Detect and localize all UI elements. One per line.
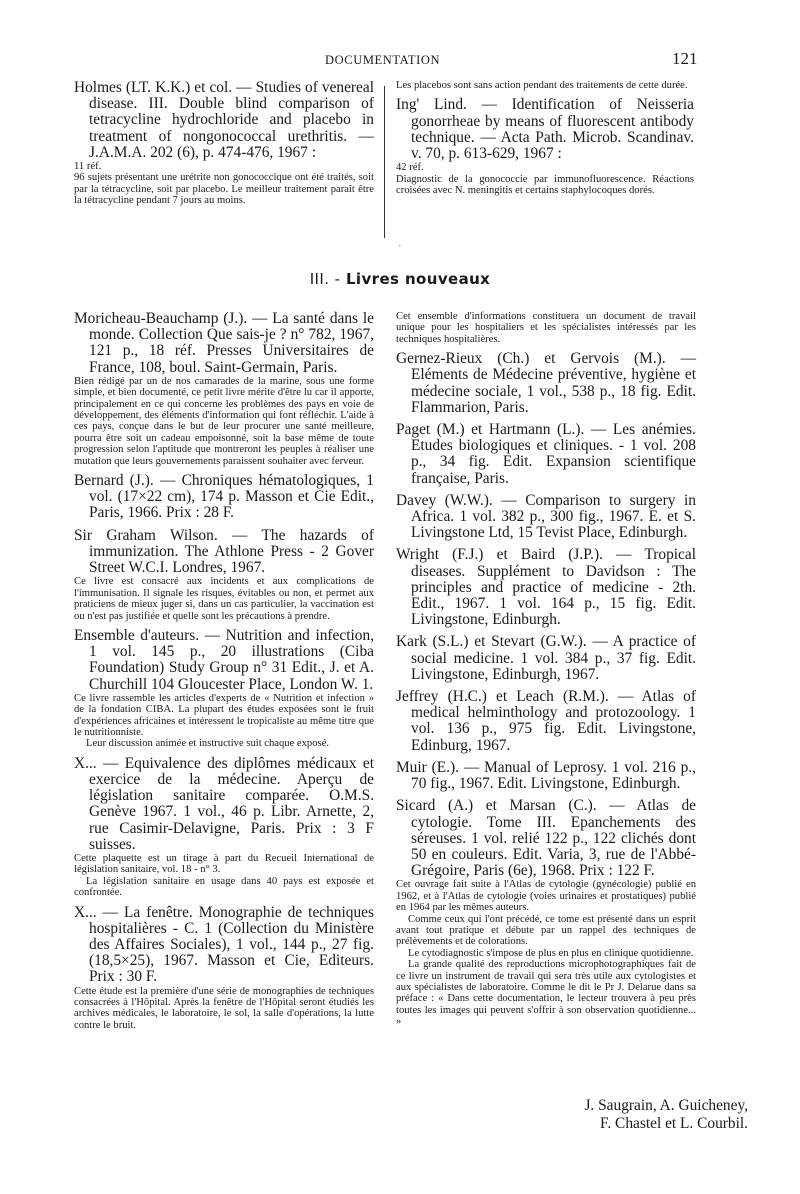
book-entry	[396, 798, 696, 1027]
signature-line: F. Chastel et L. Courbil.	[600, 1115, 748, 1132]
book-review: Cet ouvrage fait suite à l'Atlas de cytologie (gynécologie) publié en 1962, et à l'Atlas de cytologie (voies urinaires et prostatiques) publié en 1964 par les mêmes auteurs.	[396, 879, 696, 914]
reference-citation: Ing' Lind. — Identification of Neisseria gonorrheae by means of fluorescent antibody technique. — Acta Path. Microb. Scandinav. v. 70, p. 613-629, 1967 :	[396, 96, 694, 163]
reference-note: 42 réf.	[396, 162, 424, 174]
book-entry	[396, 422, 696, 487]
book-entry	[74, 756, 374, 899]
book-review: Bien rédigé par un de nos camarades de la marine, sous une forme simple, et bien documenté, ce petit livre mérite d'être lu car il apporte, principalement en ce qui concerne les problèmes des pays en voie de développement, des éléments d'information qui font réfléchir. L'aide à ces pays, conçue dans le but de leur procurer une santé meilleure, pourra être soit un cadeau empoisonné, soit la base même de toute progression selon l'aptitude que montreront les peuples à réaliser une mutation que leurs gouvernements paraissent souhaiter avec ferveur.	[74, 375, 374, 467]
book-citation: X... — La fenêtre. Monographie de techniques hospitalières - C. 1 (Collection du Ministère des Affaires Sociales), 1 vol., 144 p., 27 fig. (18,5×25), 1967. Masson et Cie, Editeurs. Prix : 30 F.	[74, 903, 374, 986]
left-column	[74, 311, 374, 1037]
book-entry	[396, 634, 696, 683]
book-entry	[396, 351, 696, 416]
book-entry	[396, 760, 696, 792]
book-citation: Gernez-Rieux (Ch.) et Gervois (M.). — Eléments de Médecine préventive, hygiène et médecine sociale, 1 vol., 538 p., 18 fig. Edit. Flammarion, Paris.	[396, 350, 696, 416]
book-citation: X... — Equivalence des diplômes médicaux et exercice de la médecine. Aperçu de législation sanitaire comparée. O.M.S. Genève 1967. 1 vol., 46 p. Libr. Arnette, 2, rue Casimir-Delavigne, Paris. Prix : 3 F suisses.	[74, 754, 374, 853]
book-entry	[74, 528, 374, 622]
book-entry	[74, 905, 374, 1032]
book-entry	[396, 493, 696, 542]
top-right-column	[396, 80, 694, 202]
book-citation: Bernard (J.). — Chroniques hématologiques, 1 vol. (17×22 cm), 174 p. Masson et Cie Edit., Paris, 1966. Prix : 28 F.	[74, 472, 374, 522]
reference-note: 96 sujets présentant une urétrite non gonococcique ont été traités, soit par la tétracycline, soit par placebo. Le meilleur traitement paraît être la tétracycline pendant 7 jours au moins.	[74, 172, 374, 207]
reference-note: Diagnostic de la gonococcie par immunofluorescence. Réactions croisées avec N. meningitis et certains staphylocoques dorés.	[396, 173, 694, 197]
book-entry	[74, 473, 374, 522]
reference-citation: Holmes (LT. K.K.) et col. — Studies of venereal disease. III. Double blind comparison of tetracycline hydrochloride and placebo in treatment of nongonococcal urethritis. — J.A.M.A. 202 (6), p. 474-476, 1967 :	[74, 79, 374, 161]
section-heading	[0, 270, 800, 288]
book-citation: Sicard (A.) et Marsan (C.). — Atlas de cytologie. Tome III. Epanchements des séreuses. 1 vol. relié 122 p., 122 clichés dont 50 en couleurs. Edit. Varia, 3, rue de l'Abbé-Grégoire, Paris (6e), 1968. Prix : 122 F.	[396, 797, 696, 880]
book-entry	[74, 628, 374, 750]
book-review: Leur discussion animée et instructive suit chaque exposé.	[86, 738, 329, 750]
column-divider	[384, 86, 385, 238]
reference-entry	[396, 97, 694, 196]
page-number: 121	[672, 49, 698, 68]
reference-entry	[74, 80, 374, 207]
continued-note: Cet ensemble d'informations constituera un document de travail unique pour les hospitaliers et les spécialistes intéressés par les techniques hospitalières.	[396, 311, 696, 345]
book-citation: Paget (M.) et Hartmann (L.). — Les anémies. Etudes biologiques et cliniques. - 1 vol. 208 p., 34 fig. Edit. Expansion scientifique française, Paris.	[396, 421, 696, 487]
book-review: Comme ceux qui l'ont précédé, ce tome est présenté dans un esprit avant tout pratique et débute par un rappel des techniques de prélèvements et de colorations.	[396, 913, 696, 948]
book-citation: Jeffrey (H.C.) et Leach (R.M.). — Atlas of medical helminthology and protozoology. 1 vol. 136 p., 975 fig. Edit. Livingstone, Edinburg, 1967.	[396, 688, 696, 754]
book-citation: Ensemble d'auteurs. — Nutrition and infection, 1 vol. 145 p., 20 illustrations (Ciba Foundation) Study Group n° 31 Edit., J. et A. Churchill 104 Gloucester Place, London W. 1.	[74, 626, 374, 693]
section-number: III. -	[309, 270, 341, 288]
book-review: La législation sanitaire en usage dans 40 pays est exposée et confrontée.	[74, 875, 374, 899]
page-header	[0, 49, 800, 72]
book-citation: Sir Graham Wilson. — The hazards of immunization. The Athlone Press - 2 Gover Street W.C.I. Londres, 1967.	[74, 526, 374, 577]
book-citation: Kark (S.L.) et Stevart (G.W.). — A practice of social medicine. 1 vol. 384 p., 37 fig. Edit. Livingstone, Edinburgh, 1967.	[396, 633, 696, 683]
book-entry	[396, 547, 696, 628]
book-review: Ce livre est consacré aux incidents et aux complications de l'immunisation. Il signale les risques, évitables ou non, et permet aux praticiens de mieux juger si, dans un cas particulier, la vaccination est ou n'est pas justifiée et quelle sont les précautions à prendre.	[74, 576, 374, 622]
print-mark: ·	[398, 240, 402, 252]
book-citation: Muir (E.). — Manual of Leprosy. 1 vol. 216 p., 70 fig., 1967. Edit. Livingstone, Edinburgh.	[396, 758, 696, 793]
book-citation: Moricheau-Beauchamp (J.). — La santé dans le monde. Collection Que sais-je ? n° 782, 1967, 121 p., 18 réf. Presses Universitaires de France, 108, boul. Saint-Germain, Paris.	[74, 310, 374, 376]
book-review: La grande qualité des reproductions microphotographiques fait de ce livre un instrument de travail qui sera très utile aux cytologistes et aux spécialistes de laboratoire. Comme le dit le Pr J. Delarue dans sa préface : « Dans cette documentation, le lecteur trouvera à peu près toutes les images qui peuvent s'offrir à son observation quotidienne... »	[396, 959, 696, 1028]
right-column	[396, 311, 696, 1034]
section-title: Livres nouveaux	[345, 270, 491, 288]
top-left-column	[74, 80, 374, 213]
author-signature	[478, 1097, 748, 1133]
reference-note: 11 réf.	[74, 161, 102, 173]
book-citation: Wright (F.J.) et Baird (J.P.). — Tropical diseases. Supplément to Davidson : The principles and practice of medicine - 2th. Edit., 1967. 1 vol. 164 p., 15 fig. Edit. Livingstone, Edinburgh.	[396, 546, 696, 629]
continued-note: Les placebos sont sans action pendant des traitements de cette durée.	[396, 80, 688, 91]
running-header: DOCUMENTATION	[325, 53, 441, 67]
book-entry	[74, 311, 374, 467]
book-review: Cette plaquette est un tirage à part du Recueil International de législation sanitaire, vol. 18 - n° 3.	[74, 852, 374, 876]
signature-line: J. Saugrain, A. Guicheney,	[584, 1097, 748, 1114]
book-entry	[396, 689, 696, 754]
book-citation: Davey (W.W.). — Comparison to surgery in Africa. 1 vol. 382 p., 300 fig., 1967. E. et S. Livingstone Ltd, 15 Tevist Place, Edinburgh.	[396, 491, 696, 542]
book-review: Ce livre rassemble les articles d'experts de « Nutrition et infection » de la fondation CIBA. La plupart des études exposées sont le fruit d'expériences africaines et intéressent le tropicaliste au même titre que le nutritionniste.	[74, 692, 374, 738]
book-review: Le cytodiagnostic s'impose de plus en plus en clinique quotidienne.	[408, 947, 694, 959]
book-review: Cette étude est la première d'une série de monographies de techniques consacrées à l'Hôpital. Après la fenêtre de l'Hôpital seront étudiés les archives médicales, le laboratoire, le sol, la salle d'opérations, la lutte contre le bruit.	[74, 985, 374, 1031]
